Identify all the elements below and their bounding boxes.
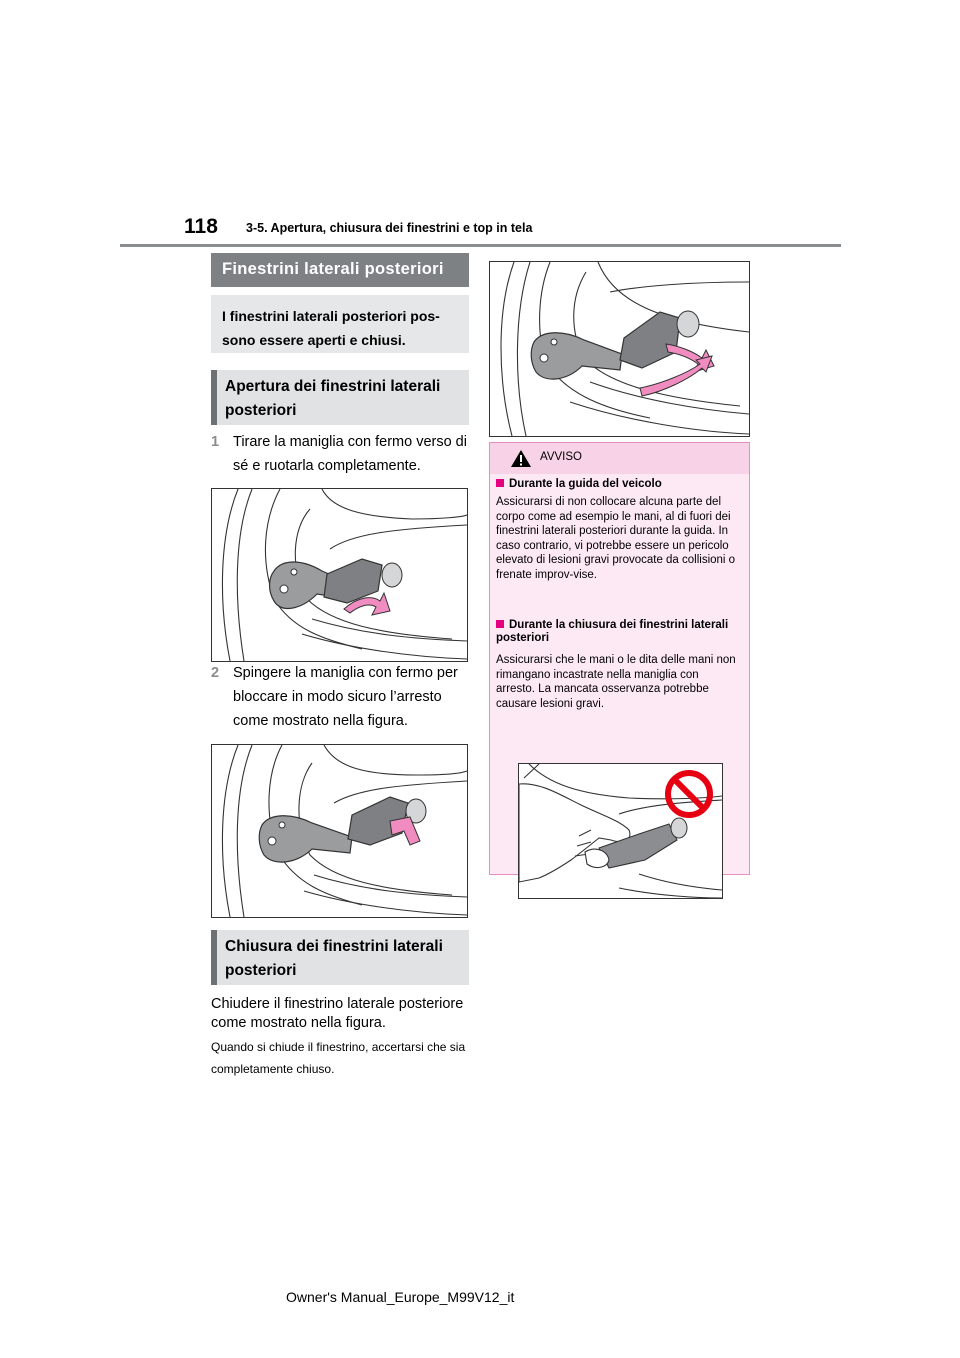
footer-text: Owner's Manual_Europe_M99V12_it — [286, 1289, 515, 1305]
figure-close — [489, 261, 750, 437]
step-1-number: 1 — [211, 434, 220, 450]
closing-note: Quando si chiude il finestrino, accertarsi che sia completamente chiuso. — [211, 1040, 466, 1076]
warning-body — [490, 474, 749, 874]
step-1 — [211, 430, 473, 480]
figure-open-pull — [211, 488, 468, 662]
bullet-square-icon — [496, 479, 504, 487]
warning-title: AVVISO — [540, 451, 582, 463]
warning-figure — [518, 763, 723, 899]
section-intro: I finestrini laterali posteriori pos-sono essere aperti e chiusi. — [211, 295, 469, 353]
running-title: 3-5. Apertura, chiusura dei finestrini e top in tela — [246, 221, 533, 235]
step-2-number: 2 — [211, 665, 220, 681]
step-2 — [211, 661, 473, 736]
bullet-square-icon — [496, 620, 504, 628]
warning-triangle-icon — [510, 449, 532, 468]
warning-box — [489, 442, 750, 875]
figure-open-push — [211, 744, 468, 918]
section-title: Finestrini laterali posteriori — [211, 253, 469, 287]
closing-text: Chiudere il finestrino laterale posteriore come mostrato nella figura. — [211, 996, 464, 1031]
warning-item-1-heading: Durante la guida del veicolo — [496, 478, 662, 491]
warning-item-2-text: Assicurarsi che le mani o le dita delle mani non rimangano incastrate nella maniglia con arresto. La mancata osservanza potrebbe causare lesioni gravi. — [496, 654, 736, 710]
opening-heading: Apertura dei finestrini laterali posteriori — [211, 370, 469, 425]
warning-item-1-text: Assicurarsi di non collocare alcuna parte del corpo come ad esempio le mani, al di fuori dei finestrini laterali posteriori durante la guida. In caso contrario, vi potrebbe essere un pericolo elevato di lesioni gravi provocate da collisioni o frenate improv-vise. — [496, 496, 736, 581]
page-number: 118 — [184, 215, 218, 238]
header-rule — [120, 244, 841, 247]
prohibition-icon — [668, 773, 710, 815]
warning-item-2-heading: Durante la chiusura dei finestrini laterali posteriori — [496, 619, 729, 644]
closing-heading: Chiusura dei finestrini laterali posteriori — [211, 930, 469, 985]
step-2-text: Spingere la maniglia con fermo per bloccare in modo sicuro l’arresto come mostrato nella figura. — [233, 665, 458, 729]
step-1-text: Tirare la maniglia con fermo verso di sé e ruotarla completamente. — [233, 434, 467, 474]
warning-header — [490, 443, 749, 474]
